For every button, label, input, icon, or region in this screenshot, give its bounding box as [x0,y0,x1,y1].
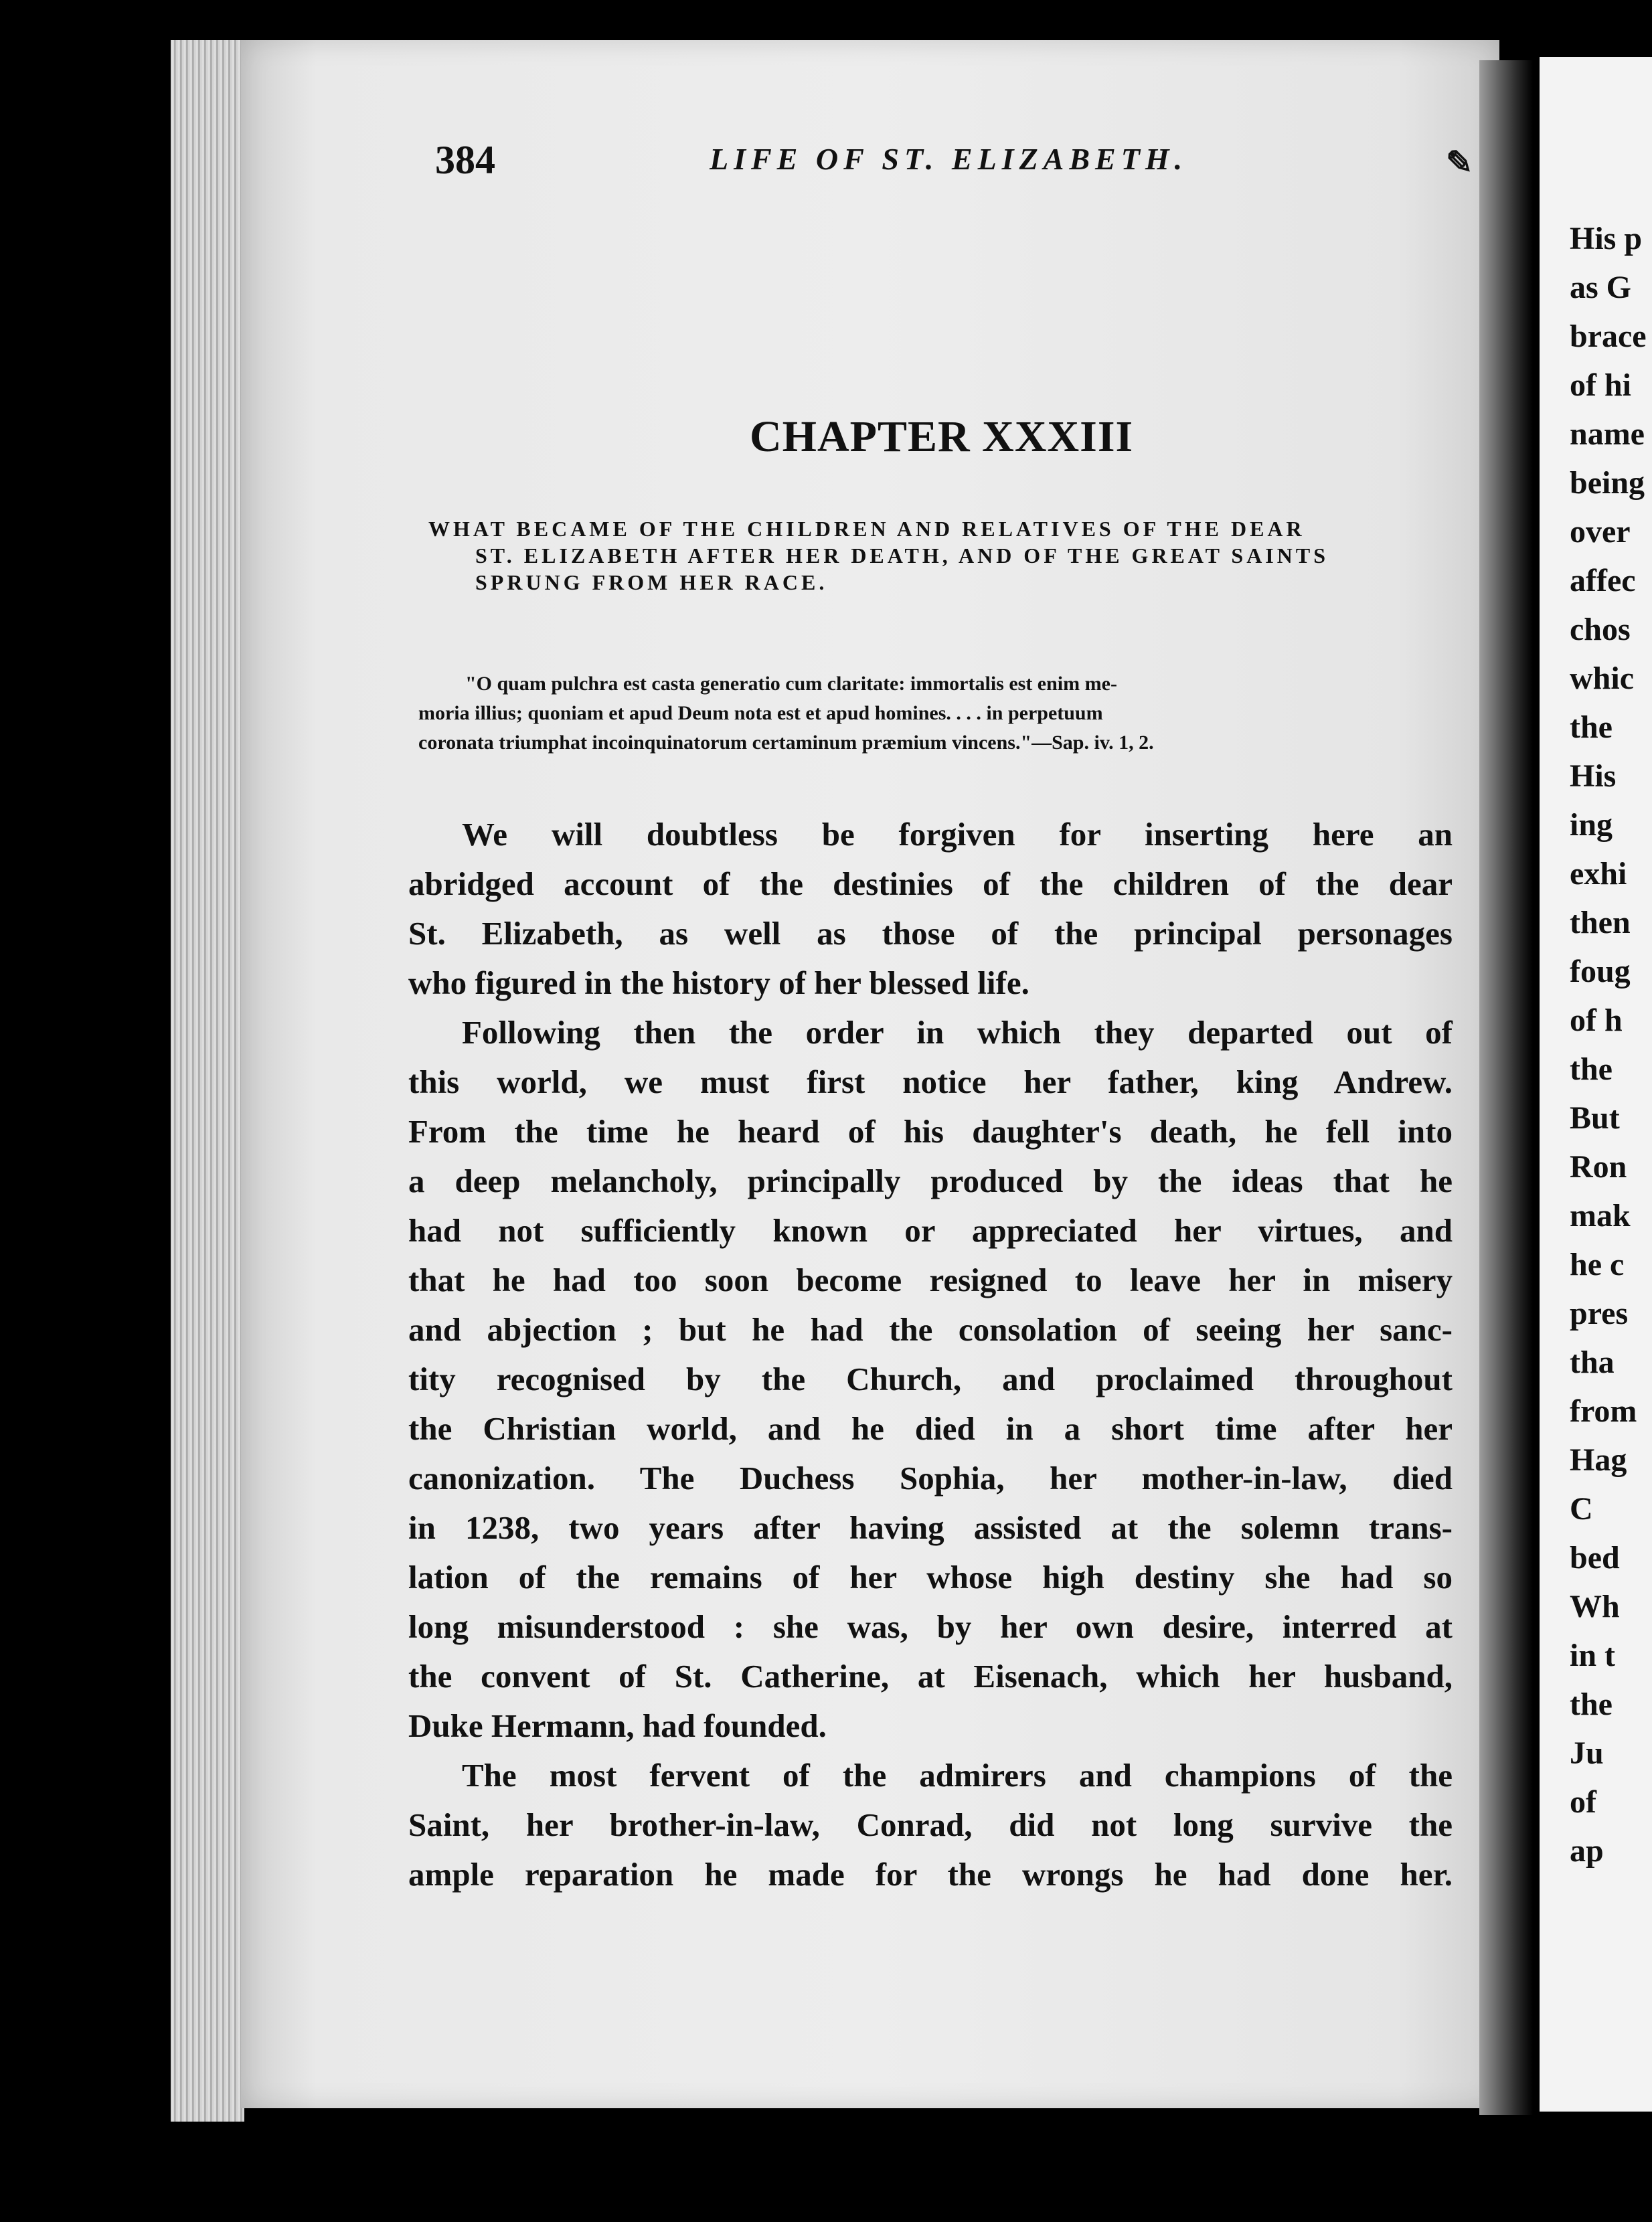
right-page-fragment: the [1570,709,1613,745]
body-line: The most fervent of the admirers and champions of the [462,1757,1453,1794]
body-line: ample reparation he made for the wrongs he had done her. [408,1856,1453,1893]
epigraph-line: coronata triumphat incoinquinatorum certaminum præmium vincens."—Sap. iv. 1, 2. [418,732,1154,754]
body-line: and abjection ; but he had the consolation of seeing her sanc- [408,1311,1453,1348]
body-line: in 1238, two years after having assisted at the solemn trans- [408,1509,1453,1546]
summary-line: WHAT BECAME OF THE CHILDREN AND RELATIVES OF THE DEAR [428,517,1305,541]
right-page-fragment: Ju [1570,1735,1604,1771]
body-line: canonization. The Duchess Sophia, her mother-in-law, died [408,1460,1453,1497]
body-line: We will doubtless be forgiven for inserting here an [462,816,1453,853]
body-line: the convent of St. Catherine, at Eisenach, which her husband, [408,1658,1453,1695]
chapter-summary [428,515,1473,596]
right-page-text-fragments [1570,214,1652,1875]
body-line: Duke Hermann, had founded. [408,1707,827,1744]
right-page-fragment: His [1570,758,1617,794]
body-line: lation of the remains of her whose high destiny she had so [408,1559,1453,1596]
right-page-fragment: affec [1570,563,1636,598]
right-page-fragment: ap [1570,1833,1604,1869]
right-page-fragment: then [1570,905,1631,940]
right-page-fragment: name [1570,416,1645,452]
body-line: Saint, her brother-in-law, Conrad, did not long survive the [408,1806,1453,1843]
right-page-fragment: His p [1570,221,1643,256]
right-page-fragment: Hag [1570,1442,1627,1478]
body-line: a deep melancholy, principally produced by the ideas that he [408,1163,1453,1199]
right-page-fragment: But [1570,1100,1620,1136]
right-page-fragment: Wh [1570,1589,1620,1624]
body-line: abridged account of the destinies of the children of the dear [408,865,1453,902]
body-line: that he had too soon become resigned to leave her in misery [408,1262,1453,1298]
right-page-fragment: ing [1570,807,1613,843]
right-page-fragment: C [1570,1491,1593,1527]
right-page-fragment: tha [1570,1345,1615,1380]
right-page-fragment: Ron [1570,1149,1627,1185]
right-page-fragment: of [1570,1784,1596,1820]
epigraph-line: moria illius; quoniam et apud Deum nota est et apud homines. . . . in perpetuum [418,702,1103,724]
summary-line: SPRUNG FROM HER RACE. [475,570,828,594]
body-line: the Christian world, and he died in a short time after her [408,1410,1453,1447]
right-page-fragment: he c [1570,1247,1625,1282]
right-page-fragment: from [1570,1393,1637,1429]
page-header [435,137,1473,191]
body-line: this world, we must first notice her father, king Andrew. [408,1063,1453,1100]
right-page-fragment: the [1570,1687,1613,1722]
right-page-fragment: pres [1570,1296,1629,1331]
right-page-fragment: of h [1570,1003,1623,1038]
right-page-fragment: as G [1570,270,1632,305]
body-line: had not sufficiently known or appreciated her virtues, and [408,1212,1453,1249]
summary-line: ST. ELIZABETH AFTER HER DEATH, AND OF THE GREAT SAINTS [475,543,1329,568]
body-line: From the time he heard of his daughter's death, he fell into [408,1113,1453,1150]
corner-mark: ✎ [1446,145,1473,181]
book-gutter [1479,60,1533,2115]
page-edges [171,40,244,2122]
right-page-fragment: foug [1570,954,1631,989]
right-page-fragment: bed [1570,1540,1620,1575]
right-page-fragment: exhi [1570,856,1627,891]
epigraph-line: "O quam pulchra est casta generatio cum claritate: immortalis est enim me- [465,673,1117,695]
right-page-fragment: over [1570,514,1631,549]
body-line: long misunderstood : she was, by her own desire, interred at [408,1608,1453,1645]
body-text [408,810,1453,1899]
body-line: St. Elizabeth, as well as those of the principal personages [408,915,1453,952]
right-page-fragment: in t [1570,1638,1616,1673]
right-page-fragment: whic [1570,661,1634,696]
epigraph [418,669,1466,758]
right-page-fragment: being [1570,465,1645,501]
body-line: Following then the order in which they departed out of [462,1014,1453,1051]
page-number: 384 [435,138,495,182]
right-page-fragment: mak [1570,1198,1631,1233]
body-line: tity recognised by the Church, and proclaimed throughout [408,1361,1453,1397]
right-page-fragment: brace [1570,319,1647,354]
chapter-title: CHAPTER XXXIII [750,412,1134,461]
right-page-fragment: chos [1570,612,1631,647]
right-page-fragment: the [1570,1051,1613,1087]
running-head: LIFE OF ST. ELIZABETH. [710,142,1188,176]
right-page-fragment: of hi [1570,367,1632,403]
body-line: who figured in the history of her blessed life. [408,964,1029,1001]
